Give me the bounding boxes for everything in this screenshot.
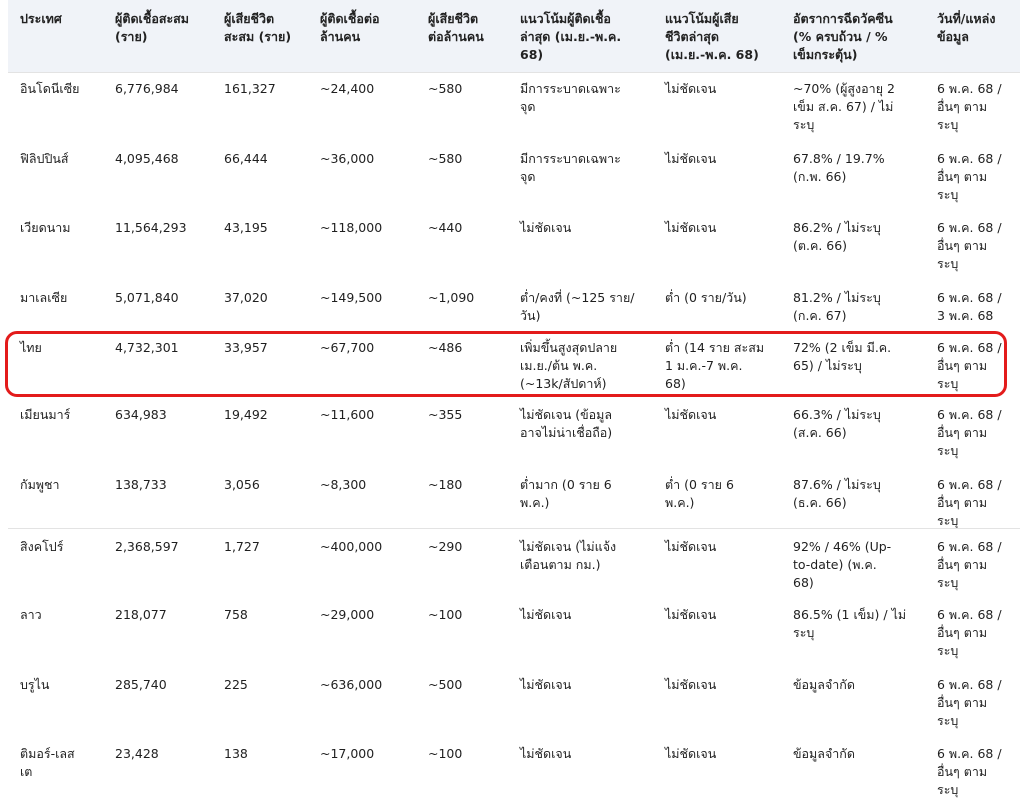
table-cell: 138 (224, 746, 248, 761)
table-cell: 37,020 (224, 290, 268, 305)
table-cell: ข้อมูลจำกัด (793, 746, 855, 761)
column-header: วันที่/แหล่ง ข้อมูล (937, 11, 996, 44)
table-cell: ~8,300 (320, 477, 367, 492)
country-cell: ลาว (20, 607, 42, 622)
table-cell: 6 พ.ค. 68 / อื่นๆ ตาม ระบุ (937, 607, 1002, 658)
table-cell: 6 พ.ค. 68 / อื่นๆ ตาม ระบุ (937, 81, 1002, 132)
table-cell: 6 พ.ค. 68 / อื่นๆ ตาม ระบุ (937, 677, 1002, 728)
table-cell: ไม่ชัดเจน (ไม่แจ้ง เตือนตาม กม.) (520, 539, 617, 572)
table-cell: ไม่ชัดเจน (665, 539, 717, 554)
table-cell: ไม่ชัดเจน (665, 151, 717, 166)
table-cell: ~36,000 (320, 151, 375, 166)
column-header: ผู้เสียชีวิต สะสม (ราย) (224, 11, 292, 44)
table-cell: 11,564,293 (115, 220, 187, 235)
table-cell: ไม่ชัดเจน (665, 746, 717, 761)
table-cell: 72% (2 เข็ม มี.ค. 65) / ไม่ระบุ (793, 340, 892, 373)
table-cell: 67.8% / 19.7% (ก.พ. 66) (793, 151, 885, 184)
table-cell: ~355 (428, 407, 463, 422)
country-cell: บรูไน (20, 677, 50, 692)
table-cell: มีการระบาดเฉพาะ จุด (520, 81, 621, 114)
table-cell: ~580 (428, 151, 463, 166)
table-cell: ไม่ชัดเจน (665, 607, 717, 622)
table-cell: ต่ำ (0 ราย 6 พ.ค.) (665, 477, 734, 510)
table-cell: 81.2% / ไม่ระบุ (ก.ค. 67) (793, 290, 881, 323)
table-cell: ไม่ชัดเจน (520, 746, 572, 761)
table-cell: 23,428 (115, 746, 159, 761)
row-divider (8, 72, 1020, 73)
table-cell: 218,077 (115, 607, 167, 622)
table-cell: ข้อมูลจำกัด (793, 677, 855, 692)
table-cell: 225 (224, 677, 248, 692)
table-cell: 6 พ.ค. 68 / อื่นๆ ตาม ระบุ (937, 746, 1002, 797)
country-cell: เวียดนาม (20, 220, 71, 235)
column-header: อัตราการฉีดวัคซีน (% ครบถ้วน / % เข็มกระตุ้น) (793, 11, 893, 62)
table-cell: ไม่ชัดเจน (665, 81, 717, 96)
table-cell: 285,740 (115, 677, 167, 692)
table-cell: 43,195 (224, 220, 268, 235)
table-cell: ไม่ชัดเจน (665, 220, 717, 235)
country-cell: เมียนมาร์ (20, 407, 71, 422)
column-header: แนวโน้มผู้ติดเชื้อ ล่าสุด (เม.ย.-พ.ค. 68) (520, 11, 622, 62)
table-cell: ~118,000 (320, 220, 383, 235)
table-cell: ~100 (428, 607, 463, 622)
table-cell: 4,732,301 (115, 340, 179, 355)
table-cell: 3,056 (224, 477, 260, 492)
table-cell: ต่ำ (14 ราย สะสม 1 ม.ค.-7 พ.ค. 68) (665, 340, 765, 391)
country-cell: สิงคโปร์ (20, 539, 64, 554)
table-cell: ~400,000 (320, 539, 383, 554)
table-cell: ~24,400 (320, 81, 375, 96)
country-cell: ไทย (20, 340, 42, 355)
table-cell: 6 พ.ค. 68 / 3 พ.ค. 68 (937, 290, 1002, 323)
table-cell: ต่ำ (0 ราย/วัน) (665, 290, 747, 305)
column-header: ประเทศ (20, 11, 62, 26)
table-cell: 161,327 (224, 81, 276, 96)
table-cell: ~636,000 (320, 677, 383, 692)
table-cell: 4,095,468 (115, 151, 179, 166)
table-cell: 6 พ.ค. 68 / อื่นๆ ตาม ระบุ (937, 151, 1002, 202)
country-cell: มาเลเซีย (20, 290, 68, 305)
table-cell: 92% / 46% (Up- to-date) (พ.ค. 68) (793, 539, 892, 590)
table-cell: 66.3% / ไม่ระบุ (ส.ค. 66) (793, 407, 881, 440)
table-cell: เพิ่มขึ้นสูงสุดปลาย เม.ย./ต้น พ.ค. (~13k/สัปดาห์) (520, 340, 618, 391)
table-cell: ไม่ชัดเจน (520, 607, 572, 622)
column-header: ผู้ติดเชื้อสะสม (ราย) (115, 11, 190, 44)
row-divider (8, 528, 1020, 529)
table-cell: ~17,000 (320, 746, 375, 761)
table-cell: 2,368,597 (115, 539, 179, 554)
table-cell: ~29,000 (320, 607, 375, 622)
table-cell: ต่ำมาก (0 ราย 6 พ.ค.) (520, 477, 612, 510)
table-cell: 6 พ.ค. 68 / อื่นๆ ตาม ระบุ (937, 340, 1002, 391)
table-cell: 758 (224, 607, 248, 622)
table-cell: 6 พ.ค. 68 / อื่นๆ ตาม ระบุ (937, 539, 1002, 590)
table-cell: ไม่ชัดเจน (520, 677, 572, 692)
table-cell: 66,444 (224, 151, 268, 166)
table-cell: 86.5% (1 เข็ม) / ไม่ ระบุ (793, 607, 907, 640)
table-cell: ~500 (428, 677, 463, 692)
table-cell: 33,957 (224, 340, 268, 355)
country-cell: ติมอร์-เลส เต (20, 746, 75, 779)
table-cell: ไม่ชัดเจน (665, 407, 717, 422)
table-cell: มีการระบาดเฉพาะ จุด (520, 151, 621, 184)
table-cell: 87.6% / ไม่ระบุ (ธ.ค. 66) (793, 477, 881, 510)
table-cell: 6,776,984 (115, 81, 179, 96)
country-cell: อินโดนีเซีย (20, 81, 80, 96)
table-cell: 634,983 (115, 407, 167, 422)
thailand-highlight-box (5, 331, 1007, 397)
column-header: แนวโน้มผู้เสีย ชีวิตล่าสุด (เม.ย.-พ.ค. 68) (665, 11, 759, 62)
table-cell: ~70% (ผู้สูงอายุ 2 เข็ม ส.ค. 67) / ไม่ ระบุ (793, 81, 895, 132)
column-header: ผู้เสียชีวิต ต่อล้านคน (428, 11, 484, 44)
table-cell: 5,071,840 (115, 290, 179, 305)
country-cell: ฟิลิปปินส์ (20, 151, 69, 166)
table-cell: ไม่ชัดเจน (665, 677, 717, 692)
table-cell: ~180 (428, 477, 463, 492)
table-cell: 6 พ.ค. 68 / อื่นๆ ตาม ระบุ (937, 477, 1002, 528)
table-cell: ~149,500 (320, 290, 383, 305)
table-cell: ไม่ชัดเจน (520, 220, 572, 235)
table-cell: ~290 (428, 539, 463, 554)
table-cell: ~67,700 (320, 340, 375, 355)
table-cell: 138,733 (115, 477, 167, 492)
table-cell: 1,727 (224, 539, 260, 554)
table-cell: 6 พ.ค. 68 / อื่นๆ ตาม ระบุ (937, 407, 1002, 458)
table-cell: ~1,090 (428, 290, 475, 305)
column-header: ผู้ติดเชื้อต่อ ล้านคน (320, 11, 380, 44)
table-cell: 86.2% / ไม่ระบุ (ต.ค. 66) (793, 220, 881, 253)
country-cell: กัมพูชา (20, 477, 60, 492)
table-cell: ต่ำ/คงที่ (~125 ราย/ วัน) (520, 290, 635, 323)
table-cell: ~11,600 (320, 407, 375, 422)
table-cell: 19,492 (224, 407, 268, 422)
table-cell: ~580 (428, 81, 463, 96)
table-cell: ~486 (428, 340, 463, 355)
table-cell: 6 พ.ค. 68 / อื่นๆ ตาม ระบุ (937, 220, 1002, 271)
table-cell: ~440 (428, 220, 463, 235)
table-cell: ~100 (428, 746, 463, 761)
table-cell: ไม่ชัดเจน (ข้อมูล อาจไม่น่าเชื่อถือ) (520, 407, 613, 440)
